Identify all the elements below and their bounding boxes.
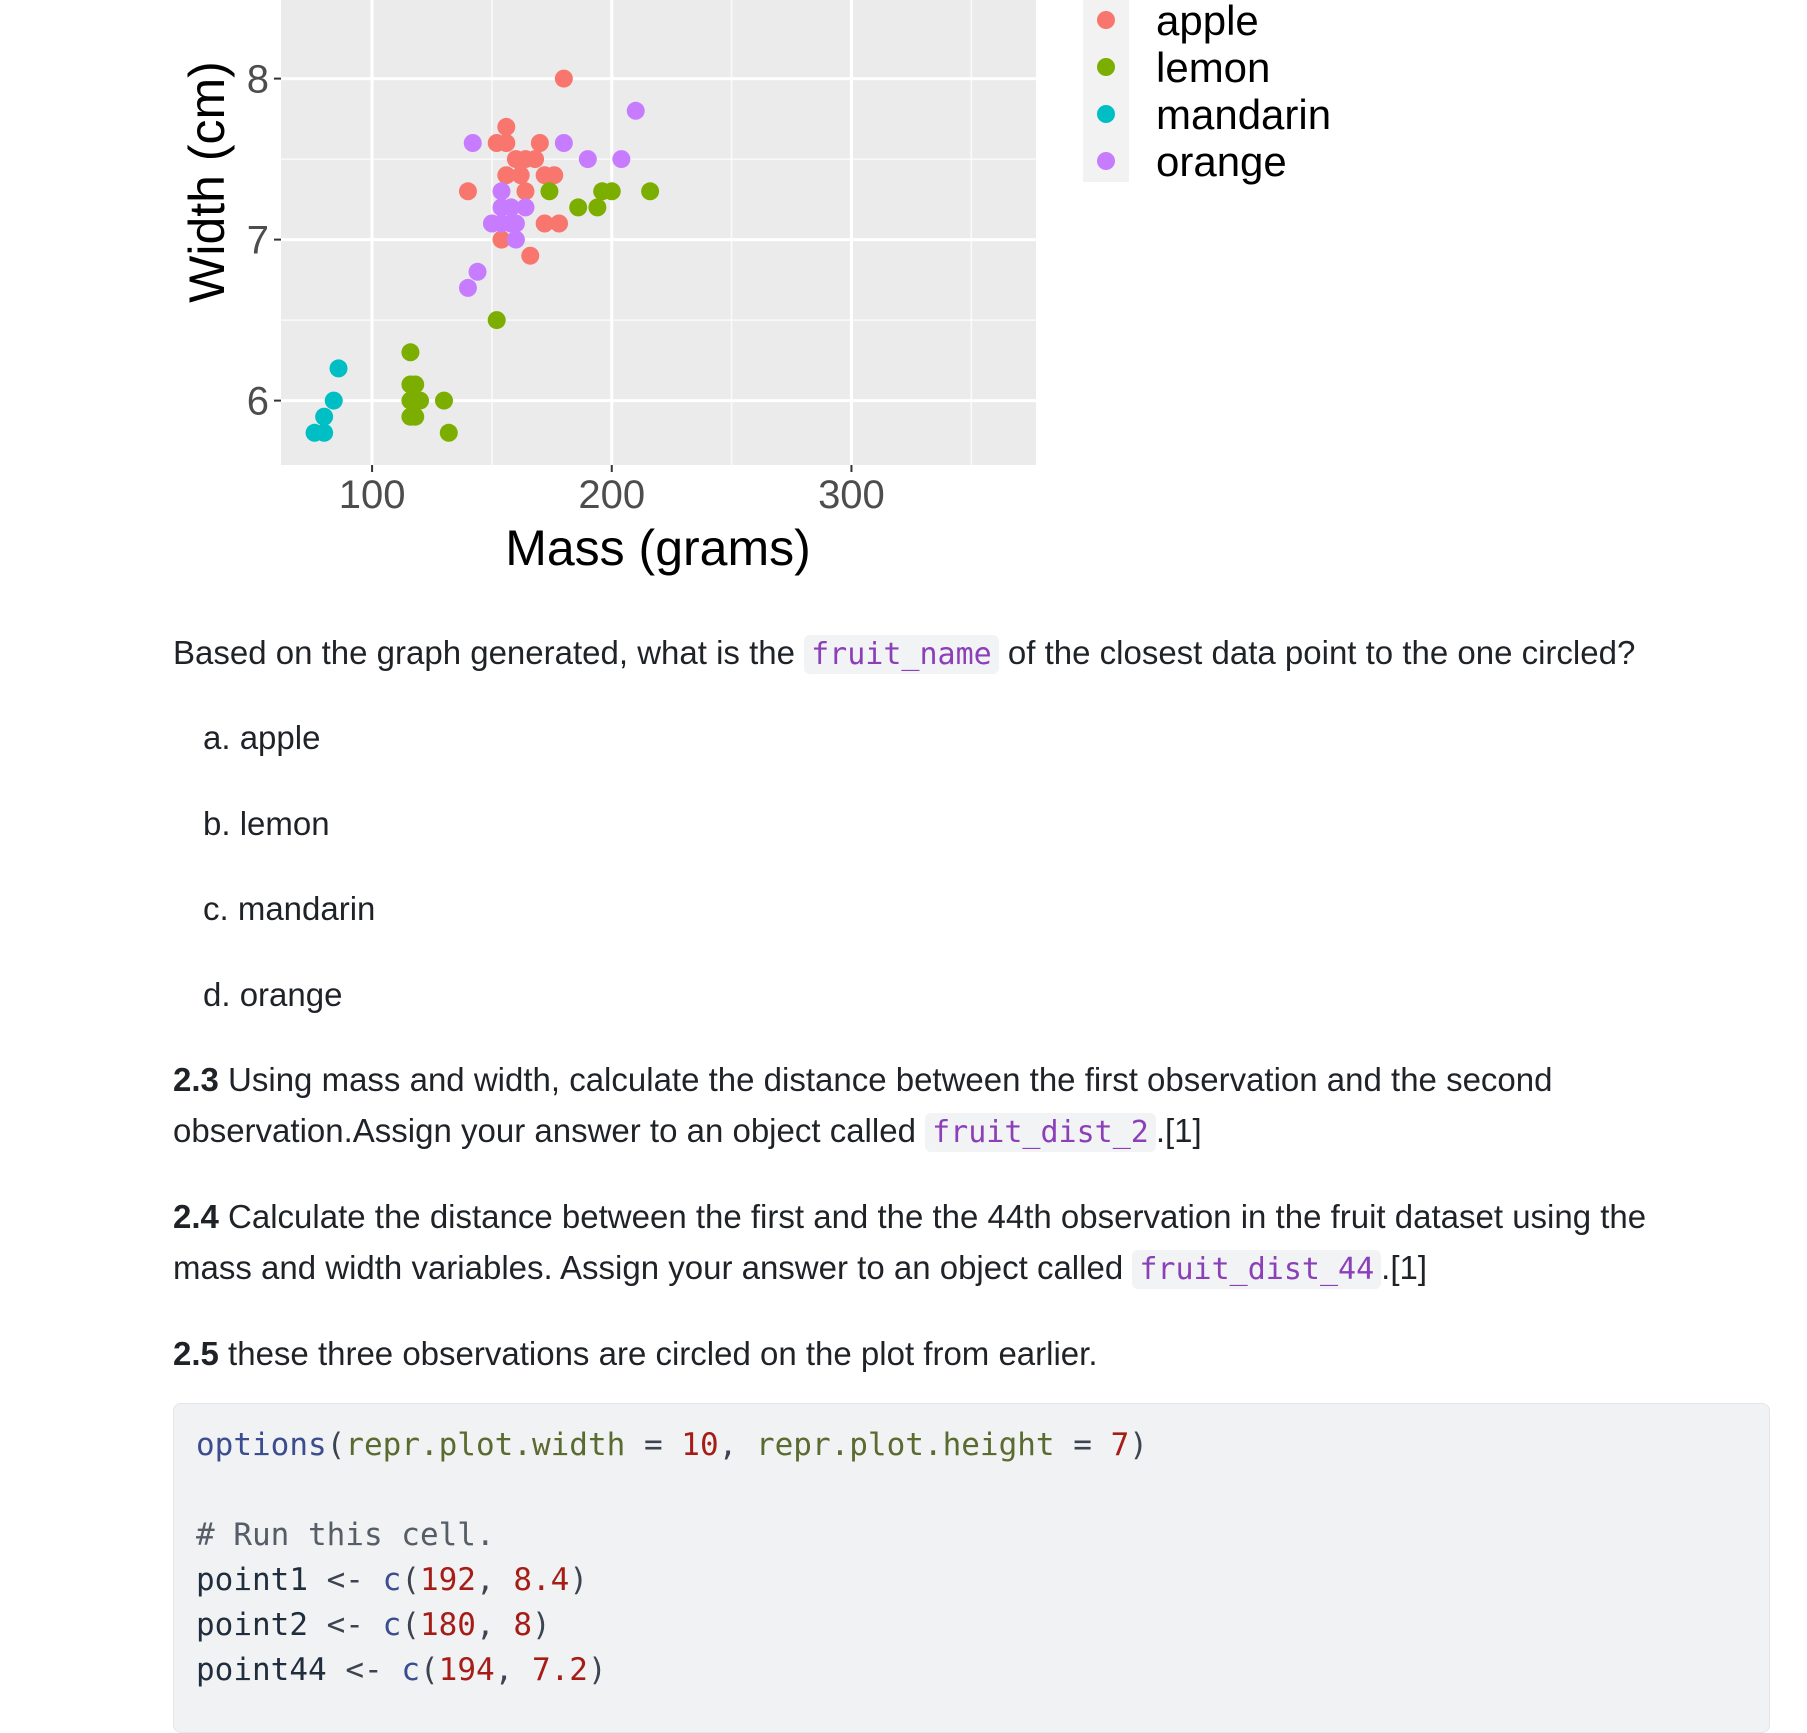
code-close: ) xyxy=(587,1652,607,1688)
y-axis-title: Width (cm) xyxy=(179,61,235,303)
question-2-3-number: 2.3 xyxy=(173,1061,219,1098)
code-arg-height: repr.plot.height xyxy=(755,1427,1055,1463)
code-paren-open: ( xyxy=(326,1427,346,1463)
lemon-point xyxy=(401,343,419,361)
question-2-4-number: 2.4 xyxy=(173,1198,219,1235)
code-comment: # Run this cell. xyxy=(196,1517,495,1553)
scatter-plot xyxy=(0,0,1807,600)
code-line-point1 xyxy=(196,1560,588,1600)
apple-point xyxy=(545,166,563,184)
lemon-point xyxy=(540,182,558,200)
code-arg-width: repr.plot.width xyxy=(345,1427,626,1463)
code-num-a: 192 xyxy=(419,1562,476,1598)
code-assign: <- xyxy=(307,1562,383,1598)
code-num-b: 8.4 xyxy=(513,1562,570,1598)
code-line-point2 xyxy=(196,1605,551,1645)
lemon-point xyxy=(488,311,506,329)
question-2-4 xyxy=(173,1191,1773,1295)
orange-point xyxy=(493,182,511,200)
mandarin-point xyxy=(315,408,333,426)
legend xyxy=(1083,0,1331,185)
mandarin-point xyxy=(315,424,333,442)
apple-point xyxy=(550,215,568,233)
code-var: point2 xyxy=(196,1607,308,1643)
question-2-5-number: 2.5 xyxy=(173,1335,219,1372)
orange-point xyxy=(555,134,573,152)
orange-point xyxy=(579,150,597,168)
code-close: ) xyxy=(531,1607,551,1643)
code-sep: , xyxy=(494,1652,532,1688)
lemon-point xyxy=(406,376,424,394)
option-c: c. mandarin xyxy=(203,890,376,927)
code-equals-2: = xyxy=(1054,1427,1111,1463)
lemon-point xyxy=(588,198,606,216)
apple-point xyxy=(555,70,573,88)
legend-key-mandarin xyxy=(1097,105,1115,123)
apple-point xyxy=(512,166,530,184)
lemon-point xyxy=(435,392,453,410)
code-line-options xyxy=(196,1425,1148,1465)
code-num-a: 194 xyxy=(438,1652,495,1688)
code-sep: , xyxy=(475,1607,514,1643)
question-2-4-line2: mass and width variables. Assign your answer to an object called xyxy=(173,1249,1133,1286)
code-fn-options: options xyxy=(196,1427,327,1463)
code-fn-c: c xyxy=(401,1652,420,1688)
legend-key-apple xyxy=(1097,11,1115,29)
question-2-3-line2: observation.Assign your answer to an object called xyxy=(173,1112,926,1149)
orange-point xyxy=(627,102,645,120)
code-var: point44 xyxy=(196,1652,327,1688)
option-a: a. apple xyxy=(203,719,321,756)
apple-point xyxy=(497,134,515,152)
legend-key-orange xyxy=(1097,152,1115,170)
fruit-name-code: fruit_name xyxy=(804,635,999,674)
legend-label-orange: orange xyxy=(1156,138,1287,185)
fruit-dist-44-code: fruit_dist_44 xyxy=(1132,1250,1381,1289)
y-tick-label: 8 xyxy=(246,57,269,102)
question-2-3-line1: Using mass and width, calculate the distance between the first observation and the second xyxy=(218,1061,1553,1098)
code-fn-c: c xyxy=(382,1562,402,1598)
orange-point xyxy=(507,231,525,249)
code-num-height: 7 xyxy=(1110,1427,1130,1463)
code-open: ( xyxy=(401,1607,420,1643)
plot-panel xyxy=(281,0,1036,465)
x-tick-label: 100 xyxy=(338,473,406,517)
apple-point xyxy=(526,150,544,168)
x-tick-label: 200 xyxy=(578,473,646,517)
legend-label-mandarin: mandarin xyxy=(1156,91,1332,138)
lemon-point xyxy=(411,392,429,410)
question-2-4-end: .[1] xyxy=(1381,1249,1428,1286)
apple-point xyxy=(516,182,534,200)
mandarin-point xyxy=(330,359,348,377)
question-text-start: Based on the graph generated, what is the xyxy=(173,634,805,671)
x-tick-label: 300 xyxy=(818,473,885,517)
question-2-3-end: .[1] xyxy=(1155,1112,1202,1149)
question-2-5-text: these three observations are circled on the plot from earlier. xyxy=(218,1335,1098,1372)
code-fn-c: c xyxy=(382,1607,402,1643)
question-text xyxy=(173,627,1773,680)
orange-point xyxy=(464,134,482,152)
y-tick-label: 6 xyxy=(246,379,269,424)
code-num-width: 10 xyxy=(681,1427,719,1463)
orange-point xyxy=(516,198,534,216)
lemon-point xyxy=(440,424,458,442)
code-var: point1 xyxy=(196,1562,308,1598)
apple-point xyxy=(497,118,515,136)
y-tick-label: 7 xyxy=(246,218,269,263)
lemon-point xyxy=(569,198,587,216)
option-d: d. orange xyxy=(203,976,343,1013)
code-assign: <- xyxy=(326,1652,402,1688)
lemon-point xyxy=(406,408,424,426)
code-comma: , xyxy=(718,1427,756,1463)
question-2-5 xyxy=(173,1328,1773,1379)
apple-point xyxy=(531,134,549,152)
question-text-end: of the closest data point to the one circled? xyxy=(998,634,1636,671)
orange-point xyxy=(507,215,525,233)
code-num-b: 8 xyxy=(513,1607,532,1643)
option-b: b. lemon xyxy=(203,805,330,842)
code-paren-close: ) xyxy=(1129,1427,1148,1463)
orange-point xyxy=(469,263,487,281)
lemon-point xyxy=(603,182,621,200)
lemon-point xyxy=(641,182,659,200)
fruit-dist-2-code: fruit_dist_2 xyxy=(925,1113,1156,1152)
x-axis-title: Mass (grams) xyxy=(505,520,811,576)
code-cell[interactable] xyxy=(173,1403,1770,1733)
code-num-b: 7.2 xyxy=(531,1652,588,1688)
legend-label-apple: apple xyxy=(1156,0,1259,44)
code-assign: <- xyxy=(307,1607,383,1643)
legend-key-lemon xyxy=(1097,58,1115,76)
question-2-4-line1: Calculate the distance between the first and the the 44th observation in the fruit dataset using the xyxy=(218,1198,1647,1235)
code-close: ) xyxy=(569,1562,588,1598)
code-num-a: 180 xyxy=(419,1607,476,1643)
code-open: ( xyxy=(401,1562,420,1598)
orange-point xyxy=(612,150,630,168)
legend-label-lemon: lemon xyxy=(1156,44,1271,91)
code-line-point44 xyxy=(196,1650,607,1690)
code-open: ( xyxy=(419,1652,439,1688)
apple-point xyxy=(459,182,477,200)
mandarin-point xyxy=(325,392,343,410)
question-2-3 xyxy=(173,1054,1773,1158)
apple-point xyxy=(521,247,539,265)
code-sep: , xyxy=(475,1562,514,1598)
code-equals-1: = xyxy=(625,1427,682,1463)
orange-point xyxy=(459,279,477,297)
